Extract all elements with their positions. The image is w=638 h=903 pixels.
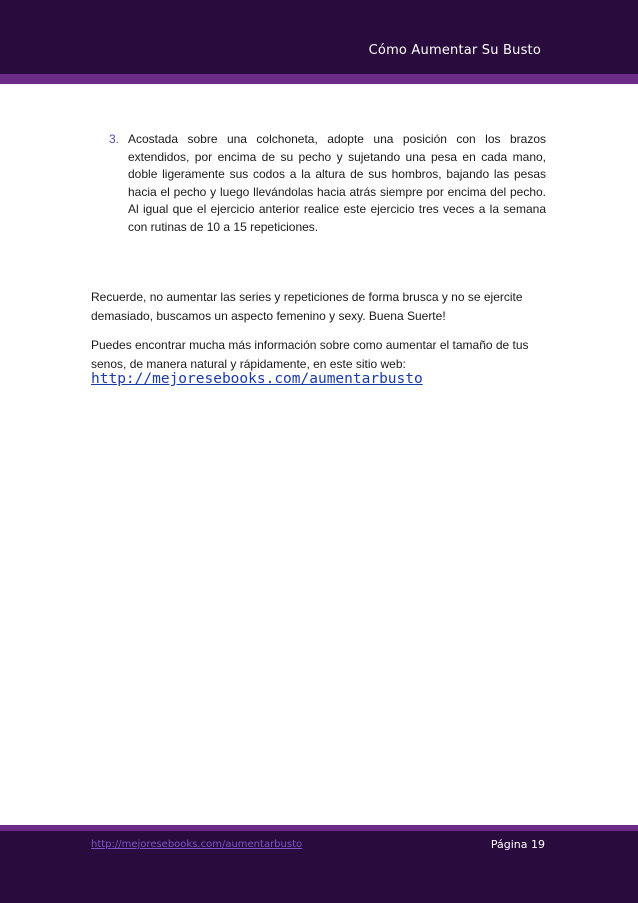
list-item-number: 3.: [109, 132, 120, 146]
footer-website-link[interactable]: http://mejoresebooks.com/aumentarbusto: [91, 839, 303, 850]
document-title: Cómo Aumentar Su Busto: [368, 43, 541, 58]
header-bar: [0, 0, 638, 74]
closing-paragraph: Recuerde, no aumentar las series y repeticiones de forma brusca y no se ejercite demasiado, buscamos un aspecto femenino y sexy. Buena Suerte!: [91, 290, 523, 323]
header-accent-rule: [0, 74, 638, 84]
list-item-text: Acostada sobre una colchoneta, adopte una posición con los brazos extendidos, por encima de su pecho y sujetando una pesa en cada mano, doble ligeramente sus codos a la altura de sus hombros, bajando las pesas hacia el pecho y luego llevándolas hacia atrás siempre por encima del pecho. Al igual que el ejercicio anterior realice este ejercicio tres veces a la semana con rutinas de 10 a 15 repeticiones.: [128, 132, 546, 234]
website-link[interactable]: http://mejoresebooks.com/aumentarbusto: [91, 371, 423, 387]
more-info-paragraph: Puedes encontrar mucha más información sobre como aumentar el tamaño de tus senos, de manera natural y rápidamente, en este sitio web:: [91, 338, 529, 371]
list-item: [91, 131, 546, 237]
page-number: Página 19: [490, 838, 545, 851]
